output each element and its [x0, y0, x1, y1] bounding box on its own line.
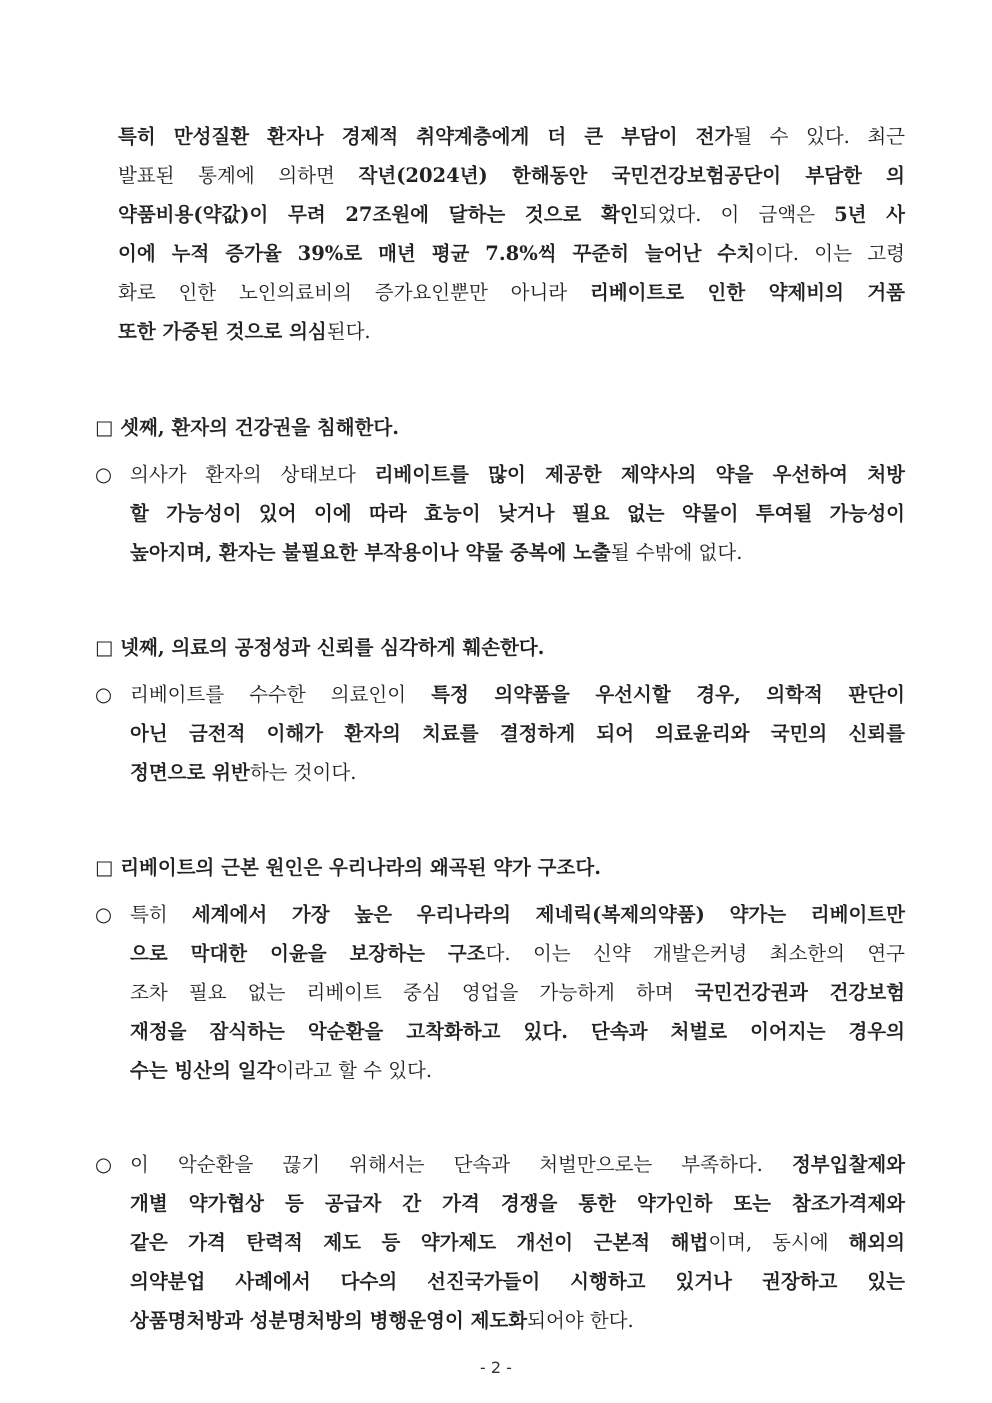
text-line	[130, 1012, 905, 1051]
section-heading-fourth: □ 넷째, 의료의 공정성과 신뢰를 심각하게 훼손한다.	[95, 636, 545, 659]
text-line	[130, 973, 905, 1012]
text-line	[130, 1051, 905, 1090]
text-line	[118, 156, 905, 195]
intro-paragraph	[95, 117, 905, 351]
body-text: 이며, 동시에	[708, 1231, 849, 1254]
body-text: 될 수밖에 없다.	[610, 541, 743, 564]
solution-body	[95, 1145, 905, 1340]
text-line	[130, 1145, 905, 1184]
emphasized-text: 해외의	[848, 1231, 906, 1254]
emphasized-text: 정면으로 위반	[130, 761, 250, 784]
emphasized-text: 같은 가격 탄력적 제도 등 약가제도 개선이 근본적 해법	[130, 1231, 709, 1254]
emphasized-text: 의약분업 사례에서 다수의 선진국가들이 시행하고 있거나 권장하고 있는	[130, 1270, 905, 1293]
text-line	[130, 675, 905, 714]
body-text: 된다.	[326, 320, 371, 343]
text-line	[118, 117, 905, 156]
body-text: 특히	[130, 903, 192, 926]
emphasized-text: 국민건강권과 건강보험	[694, 981, 905, 1004]
text-line	[118, 195, 905, 234]
bullet-circle: ○	[95, 1153, 113, 1176]
emphasized-text: 아닌 금전적 이해가 환자의 치료를 결정하게 되어 의료윤리와 국민의 신뢰를	[130, 722, 905, 745]
section-root-cause-body	[95, 895, 905, 1090]
bullet-circle: ○	[95, 683, 113, 706]
emphasized-text: 상품명처방과 성분명처방의 병행운영이 제도화	[130, 1309, 528, 1332]
emphasized-text: 약품비용(약값)이 무려 27조원에 달하는 것으로 확인	[118, 203, 639, 226]
text-line	[130, 714, 905, 753]
text-line	[130, 1184, 905, 1223]
section-fourth-body	[95, 675, 905, 792]
body-text: 다. 이는 신약 개발은커녕 최소한의 연구	[485, 942, 905, 965]
emphasized-text: 수는 빙산의 일각	[130, 1059, 276, 1082]
text-line	[130, 753, 905, 792]
text-line	[118, 234, 905, 273]
text-line	[118, 312, 905, 351]
body-text: 되었다. 이 금액은	[638, 203, 835, 226]
text-line	[130, 533, 905, 572]
body-text: 이 악순환을 끊기 위해서는 단속과 처벌만으로는 부족하다.	[130, 1153, 792, 1176]
bullet-circle: ○	[95, 903, 113, 926]
body-text: 발표된 통계에 의하면	[118, 164, 359, 187]
text-line	[130, 895, 905, 934]
body-text: 리베이트를 수수한 의료인이	[130, 683, 432, 706]
body-text: 되어야 한다.	[527, 1309, 634, 1332]
emphasized-text: 개별 약가협상 등 공급자 간 가격 경쟁을 통한 약가인하 또는 참조가격제와	[130, 1192, 905, 1215]
text-line	[118, 273, 905, 312]
emphasized-text: 또한 가중된 것으로 의심	[118, 320, 327, 343]
body-text: 화로 인한 노인의료비의 증가요인뿐만 아니라	[118, 281, 590, 304]
body-text: 의사가 환자의 상태보다	[130, 463, 375, 486]
emphasized-text: 세계에서 가장 높은 우리나라의 제네릭(복제의약품) 약가는 리베이트만	[191, 903, 905, 926]
emphasized-text: 특히 만성질환 환자나 경제적 취약계층에게 더 큰 부담이 전가	[118, 125, 734, 148]
text-line	[130, 1223, 905, 1262]
emphasized-text: 이에 누적 증가율 39%로 매년 평균 7.8%씩 꾸준히 늘어난 수치	[118, 242, 756, 265]
emphasized-text: 할 가능성이 있어 이에 따라 효능이 낮거나 필요 없는 약물이 투여될 가능성이	[130, 502, 905, 525]
body-text: 하는 것이다.	[249, 761, 357, 784]
page-number: - 2 -	[480, 1358, 512, 1377]
emphasized-text: 재정을 잠식하는 악순환을 고착화하고 있다. 단속과 처벌로 이어지는 경우의	[130, 1020, 905, 1043]
body-text: 이라고 할 수 있다.	[275, 1059, 433, 1082]
body-text: 될 수 있다. 최근	[733, 125, 905, 148]
emphasized-text: 리베이트로 인한 약제비의 거품	[589, 281, 906, 304]
body-text: 조차 필요 없는 리베이트 중심 영업을 가능하게 하며	[130, 981, 695, 1004]
text-line	[130, 1301, 905, 1340]
emphasized-text: 작년(2024년) 한해동안 국민건강보험공단이 부담한 의	[358, 164, 905, 187]
emphasized-text: 으로 막대한 이윤을 보장하는 구조	[130, 942, 486, 965]
section-heading-third: □ 셋째, 환자의 건강권을 침해한다.	[95, 416, 400, 439]
section-heading-root-cause: □ 리베이트의 근본 원인은 우리나라의 왜곡된 약가 구조다.	[95, 856, 601, 879]
emphasized-text: 특정 의약품을 우선시할 경우, 의학적 판단이	[431, 683, 906, 706]
text-line	[130, 455, 905, 494]
emphasized-text: 정부입찰제와	[791, 1153, 905, 1176]
body-text: 이다. 이는 고령	[755, 242, 905, 265]
text-line	[130, 934, 905, 973]
emphasized-text: 리베이트를 많이 제공한 제약사의 약을 우선하여 처방	[374, 463, 905, 486]
bullet-circle: ○	[95, 463, 113, 486]
emphasized-text: 높아지며, 환자는 불필요한 부작용이나 약물 중복에 노출	[130, 541, 611, 564]
text-line	[130, 1262, 905, 1301]
emphasized-text: 5년 사	[834, 203, 906, 226]
section-third-body	[95, 455, 905, 572]
text-line	[130, 494, 905, 533]
